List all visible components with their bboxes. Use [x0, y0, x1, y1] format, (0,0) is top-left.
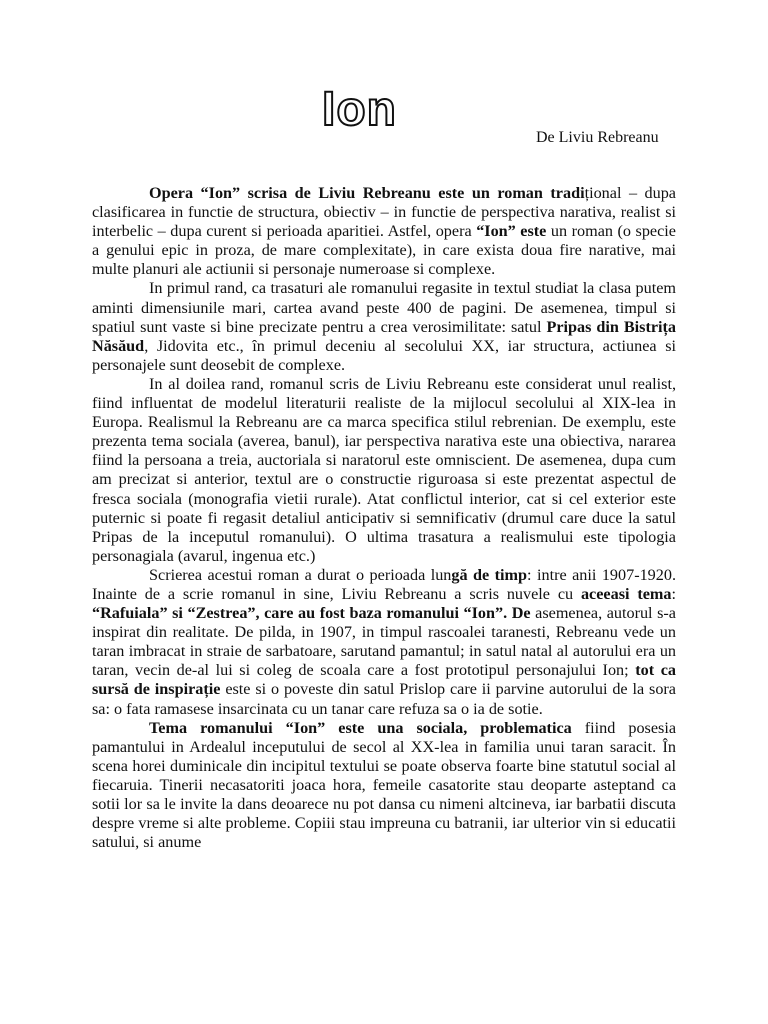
paragraph [92, 184, 676, 279]
text-run: : intre anii 1907-1920. Inainte de a scrie romanul in sine, Liviu Rebreanu a scris nuvele cu [92, 565, 677, 603]
text-run: este si o poveste din satul Prislop care ii parvine autorului de la sora sa: o fata ramasese insarcinata cu un tanar care refuza sa o ia de sotie. [92, 680, 676, 718]
text-run: ional – dupa clasificarea in functie de structura, obiectiv – in functie de perspectiva narativa, realist si interbelic – dupa curent si perioada aparitiei. Astfel, opera [92, 184, 676, 241]
document-title: Ion [322, 83, 397, 136]
bold-text: gă de timp [451, 565, 528, 584]
text-run: ț [584, 184, 590, 202]
document-body [92, 184, 676, 852]
text-run: In primul rand, ca trasaturi ale romanului regasite in textul studiat la clasa putem aminti dimensiunile mari, cartea avand peste 400 de pagini. De asemenea, timpul si spatiul sunt vaste si bine precizate pentru a crea verosimilitate: satul [92, 279, 676, 336]
bold-text: Opera “Ion” scrisa de Liviu Rebreanu este un roman tradi [149, 184, 585, 202]
bold-text: Pripas din Bistrița Năsăud [92, 317, 677, 355]
text-run: fiind posesia pamantului in Ardealul inceputului de secol al XX-lea in familia unui taran saracit. În scena horei duminicale din incipitul textului se poate observa foarte bine statutul social al fiecaruia. Tinerii necasatoriti joaca hora, femeile casatorite stau deoparte asteptand ca sotii lor sa le invite la dans deoarece nu pot dansa cu nimeni altcineva, iar barbatii discuta despre vreme si alte probleme. Copiii stau impreuna cu batranii, iar ulterior vin si educatii satului, si anume [92, 718, 676, 852]
bold-text: “Rafuiala” si “Zestrea”, care au fost baza romanului “Ion”. De [92, 604, 531, 623]
bold-text: tot ca sursă de inspirație [92, 661, 677, 699]
text-run: Scrierea acestui roman a durat o perioada lun [149, 565, 452, 584]
bold-text: aceeasi tema [580, 584, 672, 603]
paragraph [92, 279, 676, 374]
bold-text: “Ion” este [476, 222, 547, 241]
text-run: : [671, 584, 676, 603]
paragraph [92, 719, 676, 853]
bold-text: Tema romanului “Ion” este una sociala, problematica [149, 718, 572, 737]
paragraph [92, 375, 676, 566]
text-run: In al doilea rand, romanul scris de Liviu Rebreanu este considerat unul realist, fiind influentat de modelul literaturii realiste de la mijlocul secolului al XIX-lea in Europa. Realismul la Rebreanu are ca marca specifica stilul rebrenian. De exemplu, este prezenta tema sociala (averea, banul), iar perspectiva narativa este una obiectiva, nararea fiind la persoana a treia, auctoriala si naratorul este omniscient. De asemenea, dupa cum am precizat si anterior, textul are o constructie riguroasa si este prezentat aspectul de fresca sociala (monografia vietii rurale). Atat conflictul interior, cat si cel exterior este puternic si poate fi regasit detaliul anticipativ si semnificativ (drumul care duce la satul Pripas de la inceputul romanului). O ultima trasatura a realismului este tipologia personagiala (avarul, ingenua etc.) [92, 374, 676, 565]
text-run: asemenea, autorul s-a inspirat din realitate. De pilda, in 1907, in timpul rascoalei taranesti, Rebreanu vede un taran imbracat in straie de sarbatoare, sarutand pamantul; in satul natal al autorului era un taran, vecin de-al lui si coleg de scoala care a fost prototipul personajului Ion; [92, 604, 676, 680]
author-line: De Liviu Rebreanu [536, 129, 659, 146]
text-run: un roman (o specie a genului epic in proza, de mare complexitate), in care exista doua fire narative, mai multe planuri ale actiunii si personaje numeroase si complexe. [92, 222, 676, 279]
text-run: , Jidovita etc., în primul deceniu al secolului XX, iar structura, actiunea si personajele sunt deosebit de complexe. [92, 336, 676, 374]
paragraph [92, 566, 676, 719]
